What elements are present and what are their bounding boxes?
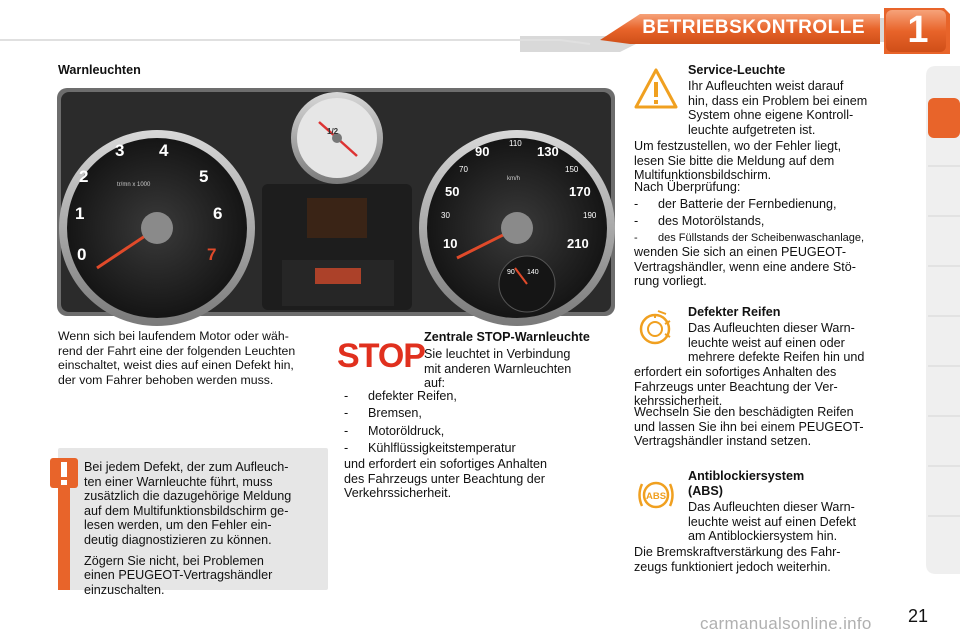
list-item: - Bremsen, [344,406,422,421]
intro-line: Wenn sich bei laufendem Motor oder wäh- [58,329,289,343]
list-item-label: Kühlflüssigkeitstemperatur [368,441,516,456]
watermark: carmanualsonline.info [700,614,872,633]
exclamation-icon-shape [50,458,78,488]
service-paragraph-3: Nach Überprüfung: [634,180,741,194]
list-item-label: Bremsen, [368,406,422,421]
chapter-tabs [926,66,960,574]
instrument-cluster-drawing [57,88,615,316]
abs-paragraph-2 [634,545,906,574]
stop-badge-shape [337,337,425,375]
warning-triangle-shape [634,67,678,111]
exclamation-icon [50,458,78,488]
tach-number-4: 4 [159,141,169,160]
speed-number-110: 110 [509,139,522,148]
service-list [634,197,864,248]
speed-number-10: 10 [443,236,458,251]
list-item: - der Batterie der Fernbedienung, [634,197,837,211]
list-item: - Kühlflüssigkeitstemperatur [344,441,516,456]
service-p4-line: rung vorliegt. [634,274,707,289]
stop-intro [424,347,616,391]
section-title: Warnleuchten [58,63,141,77]
stop-warning-icon [337,337,425,375]
stop-intro-line: auf: [424,376,446,391]
intro-line: einschaltet, weist dies auf einen Defekt hin, [58,358,294,373]
stop-outro-line: des Fahrzeugs unter Beachtung der [344,471,545,486]
speed-number-90: 90 [475,144,490,159]
tyre-p2-line: und lassen Sie ihn bei einem PEUGEOT- [634,419,864,434]
stop-title: Zentrale STOP-Warnleuchte [424,330,590,344]
warning-line: deutig diagnostizieren zu können. [84,532,272,547]
intro-paragraph [58,329,295,387]
speed-number-70: 70 [459,165,468,174]
tyre-continuation [634,365,906,409]
page-number: 21 [908,606,929,626]
list-item-label: defekter Reifen, [368,389,457,403]
service-p2-line: Multifunktionsbildschirm. [634,168,772,183]
abs-title [688,469,804,498]
abs-intro-line: leuchte weist auf einen Defekt [688,514,857,529]
warning-note-text [84,460,322,597]
tach-number-2: 2 [79,167,89,186]
speed-number-150: 150 [565,165,579,174]
tyre-title: Defekter Reifen [688,305,781,319]
tach-number-7: 7 [207,245,217,264]
fuel-label: 1/2 [327,127,339,136]
speed-number-190: 190 [583,211,597,220]
service-p2-line: lesen Sie bitte die Meldung auf dem [634,153,835,168]
stop-list [344,389,516,459]
tyre-intro-line: Das Aufleuchten dieser Warn- [688,321,855,335]
speed-number-130: 130 [537,144,559,159]
chapter-tabs-shape [926,66,960,574]
speed-number-30: 30 [441,211,450,220]
service-intro-line: System ohne eigene Kontroll- [688,108,854,123]
warning-line: Zögern Sie nicht, bei Problemen [84,553,264,568]
service-intro-line: hin, dass ein Problem bei einem [688,93,868,108]
page-header-title: BETRIEBSKONTROLLE [642,17,865,38]
chapter-number: 1 [907,9,929,51]
stop-intro-line: mit anderen Warnleuchten [424,361,572,376]
tyre-icon-shape [634,308,676,350]
tach-number-5: 5 [199,167,209,186]
speed-number-210: 210 [567,236,589,251]
abs-p2-line: zeugs funktioniert jedoch weiterhin. [634,559,831,574]
abs-intro [688,500,906,544]
abs-intro-line: Das Aufleuchten dieser Warn- [688,500,855,514]
stop-outro [344,457,616,501]
tach-number-1: 1 [75,204,85,223]
speed-unit-label: km/h [507,176,521,182]
stop-outro-line: und erfordert ein sofortiges Anhalten [344,457,548,471]
service-intro [688,79,906,137]
tyre-intro-line: mehrere defekte Reifen hin und [688,350,865,365]
list-item-label: Motoröldruck, [368,423,445,438]
list-item: - des Füllstands der Scheibenwaschanlage, [634,232,865,244]
stop-intro-line: Sie leuchtet in Verbindung [424,347,571,361]
tyre-cont-line: erfordert ein sofortiges Anhalten des [634,365,837,379]
service-intro-line: Ihr Aufleuchten weist darauf [688,79,844,93]
tyre-p2-line: Vertragshändler instand setzen. [634,434,812,449]
tach-unit-label: tr/mn x 1000 [117,182,151,188]
abs-p2-line: Die Bremskraftverstärkung des Fahr- [634,545,841,559]
warning-line: zusätzlich die dazugehörige Meldung [84,489,292,504]
abs-title-line: Antiblockiersystem [688,469,805,483]
warning-line: einzuschalten. [84,582,165,597]
warning-triangle-icon [634,67,678,111]
abs-icon [636,475,676,515]
tyre-cont-line: Fahrzeugs unter Beachtung der Ver- [634,379,838,394]
abs-intro-line: am Antiblockiersystem hin. [688,529,838,544]
warning-line: ten einer Warnleuchte führt, muss [84,474,273,489]
list-item-label: des Motorölstands, [658,214,765,228]
list-item: - defekter Reifen, [344,389,457,403]
abs-icon-text: ABS [645,491,667,502]
stop-outro-line: Verkehrssicherheit. [344,486,452,501]
abs-title-line: (ABS) [688,483,723,498]
tach-number-0: 0 [77,245,87,264]
service-title: Service-Leuchte [688,63,786,77]
abs-icon-shape [636,475,676,515]
service-paragraph-2 [634,139,906,183]
warning-line: auf dem Multifunktionsbildschirm ge- [84,503,289,518]
service-p4-line: Vertragshändler, wenn eine andere Stö- [634,259,856,274]
warning-line: lesen werden, um den Fehler ein- [84,518,272,533]
temp-number-90: 90 [507,269,515,276]
stop-badge-text: STOP [337,337,425,375]
tyre-intro-line: leuchte weist auf einen oder [688,335,845,350]
header-banner [0,0,960,60]
tyre-paragraph-2 [634,405,906,449]
service-paragraph-4 [634,245,906,289]
warning-line: einen PEUGEOT-Vertragshändler [84,568,273,583]
tyre-intro [688,321,906,365]
temp-number-140: 140 [527,269,539,276]
tyre-cont-line: kehrssicherheit. [634,394,723,409]
list-item-label: der Batterie der Fernbedienung, [658,197,837,211]
speed-number-50: 50 [445,184,460,199]
service-p2-line: Um festzustellen, wo der Fehler liegt, [634,139,842,153]
list-item: - des Motorölstands, [634,214,765,228]
tach-number-6: 6 [213,204,223,223]
list-item-label: des Füllstands der Scheibenwaschanlage, [658,232,865,244]
tyre-p2-line: Wechseln Sie den beschädigten Reifen [634,405,854,419]
list-item: - Motoröldruck, [344,423,445,438]
service-intro-line: leuchte aufgetreten ist. [688,122,816,137]
intro-line: der vom Fahrer behoben werden muss. [58,372,274,387]
instrument-cluster-image [57,88,615,316]
service-p4-line: wenden Sie sich an einen PEUGEOT- [634,245,847,259]
tach-number-3: 3 [115,141,125,160]
intro-line: rend der Fahrt eine der folgenden Leuchten [58,343,296,358]
speed-number-170: 170 [569,184,591,199]
tyre-icon [634,308,676,350]
warning-line: Bei jedem Defekt, der zum Aufleuch- [84,460,289,474]
